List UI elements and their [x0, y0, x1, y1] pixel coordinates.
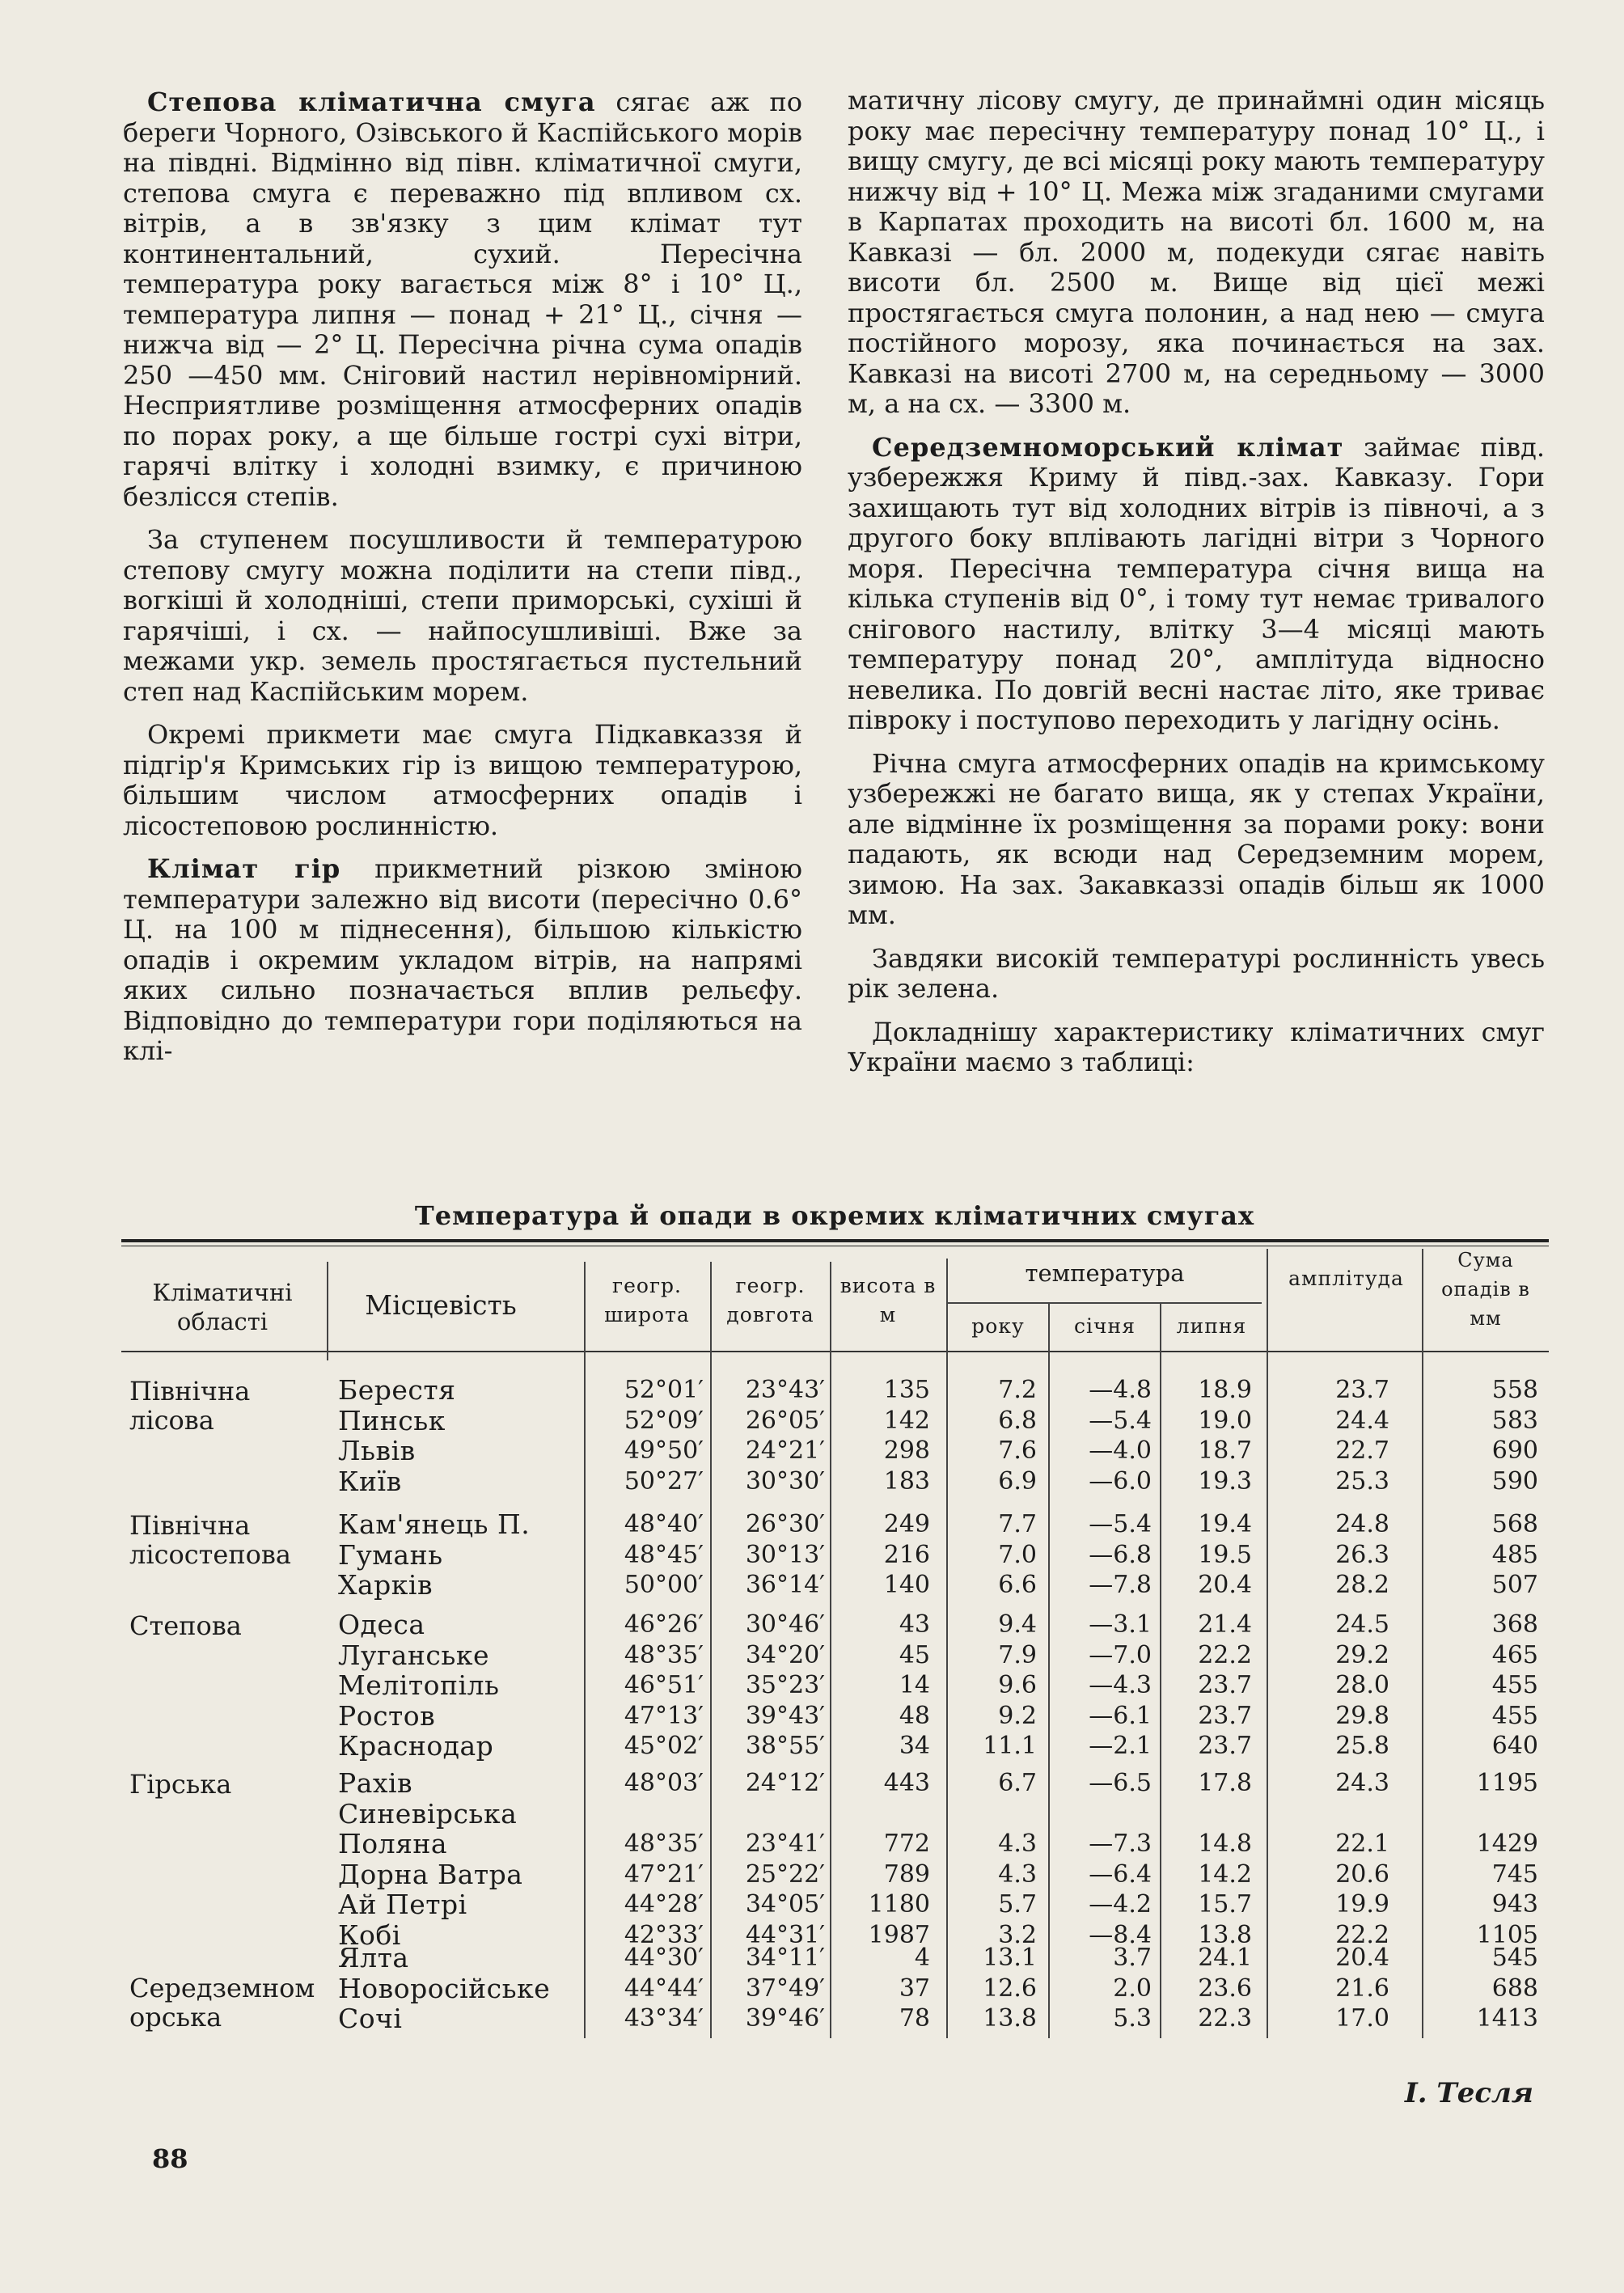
region-northern-forest-steppe: Північна лісостепова: [129, 1510, 291, 1570]
paragraph-steppe-division: За ступенем посушливости й температурою степову смугу можна поділити на степи півд., вогкіші й холодніші, степи приморські, сухіші й гарячіші, і сх. — найпосушливіші. Вже за межами укр. земель простягається пустельний степ над Каспійським морем.: [123, 524, 802, 707]
table-cell-value: 24°21′: [745, 1436, 825, 1466]
table-cell-value: 1180: [868, 1890, 930, 1919]
table-cell-value: 44°31′: [745, 1921, 825, 1949]
table-cell-value: 1413: [1476, 2004, 1538, 2033]
table-cell-value: —6.0: [1089, 1466, 1152, 1496]
table-cell-value: 45: [899, 1640, 930, 1669]
table-cell-value: 48°45′: [624, 1540, 704, 1569]
table-cell-value: 465: [1491, 1640, 1538, 1669]
paragraph-mountains-text: прикметний різкою зміною температури залежно від висоти (пересічно 0.6° Ц. на 100 м піднесення), більшою кількістю опадів і окремим укладом вітрів, на напрямі яких сильно позначається вплив рельєфу. Відповідно до температури гори поділяються на клі-: [123, 853, 803, 1066]
table-cell-value: 943: [1491, 1890, 1538, 1919]
table-cell-value: 4.3: [998, 1830, 1037, 1859]
table-cell-value: 4: [914, 1944, 930, 1972]
table-cell-value: 745: [1491, 1859, 1538, 1889]
table-cell-value: 24.5: [1335, 1610, 1389, 1639]
table-cell-value: 590: [1491, 1466, 1538, 1496]
table-cell-value: 34: [899, 1732, 930, 1761]
table-cell-locality: Синевірська Поляна: [338, 1797, 518, 1860]
table-cell-value: 7.9: [998, 1640, 1037, 1669]
table-cell-value: 4.3: [998, 1859, 1037, 1889]
table-cell-value: 48°35′: [624, 1640, 704, 1669]
table-cell-value: 24.1: [1198, 1944, 1252, 1972]
table-cell-value: 22.3: [1198, 2004, 1252, 2033]
paragraph-mediterranean-text: займає півд. узбережжя Криму й півд.-зах. Кавказу. Гори захищають тут від холодних вітрів із півночі, а з другого боку вплівають лагідні вітри з Чорного моря. Пересічна температура січня вища на кілька ступенів від 0°, і тому тут немає тривалого снігового настилу, влітку 3—4 місяці мають температуру понад 20°, амплітуда відносно невелика. По довгій весні настає літо, яке триває півроку і поступово переходить у лагідну осінь.: [848, 431, 1545, 735]
table-cell-value: 23.6: [1198, 1974, 1252, 2003]
table-cell-value: 26°30′: [745, 1510, 825, 1538]
table-cell-value: 5.7: [998, 1890, 1037, 1919]
table-cell-value: 568: [1491, 1510, 1538, 1538]
table-cell-value: 1195: [1476, 1769, 1538, 1797]
table-cell-value: 49°50′: [624, 1436, 704, 1466]
table-cell-value: 249: [883, 1510, 930, 1538]
table-cell-locality: Одеса: [338, 1609, 425, 1640]
table-cell-value: 52°09′: [624, 1406, 704, 1435]
table-cell-value: 48°35′: [624, 1830, 704, 1859]
paragraph-steppe-text: сягає аж по береги Чорного, Озівського й Каспійського морів на півдні. Відмінно від півн. кліматичної смуги, степова смуга є переважно під впливом сх. вітрів, а в зв'язку з цим клімат тут континентальний, сухий. Пересічна температура року вагається між 8° і 10° Ц., температура липня — понад + 21° Ц., січня — нижча від — 2° Ц. Пересічна річна сума опадів 250 —450 мм. Сніговий настил нерівномірний. Несприятливе розміщення атмосферних опадів по порах року, а ще більше гострі сухі вітри, гарячі влітку і холодні взимку, є причиною безлісся степів.: [123, 87, 803, 512]
table-cell-value: 7.7: [998, 1510, 1037, 1538]
region-mediterranean: Середземноморська: [129, 1973, 315, 2033]
table-cell-value: 9.6: [998, 1671, 1037, 1700]
table-cell-value: 47°13′: [624, 1701, 704, 1730]
header-longitude: геогр. довгота: [726, 1274, 814, 1326]
table-cell-value: 485: [1491, 1540, 1538, 1569]
header-region: Кліматичні області: [152, 1279, 293, 1335]
table-cell-value: —5.4: [1089, 1406, 1152, 1435]
header-latitude: геогр. широта: [604, 1274, 690, 1326]
table-cell-value: 23°43′: [745, 1376, 825, 1404]
table-cell-value: 1105: [1476, 1921, 1538, 1949]
col-divider: [830, 1262, 831, 2038]
col-divider: [584, 1262, 586, 2038]
table-cell-value: 13.8: [983, 2004, 1037, 2033]
table-cell-value: 688: [1491, 1974, 1538, 2003]
table-cell-locality: Львів: [338, 1435, 416, 1467]
region-steppe: Степова: [129, 1610, 242, 1641]
table-cell-value: 7.0: [998, 1540, 1037, 1569]
table-cell-value: 22.2: [1198, 1640, 1252, 1669]
right-column: [848, 86, 1545, 1091]
table-cell-value: 22.7: [1335, 1436, 1389, 1466]
left-column: [123, 87, 802, 1080]
table-cell-value: 44°44′: [624, 1974, 704, 2003]
table-cell-value: 42°33′: [624, 1921, 704, 1949]
table-cell-value: 43: [899, 1610, 930, 1639]
table-cell-value: 50°27′: [624, 1466, 704, 1496]
paragraph-mediterranean: [848, 433, 1545, 736]
table-cell-value: 29.2: [1335, 1640, 1389, 1669]
table-cell-value: 30°13′: [745, 1540, 825, 1569]
table-cell-value: 772: [883, 1830, 930, 1859]
table-cell-value: 3.7: [1113, 1944, 1152, 1972]
table-cell-value: 545: [1491, 1944, 1538, 1972]
table-cell-value: 455: [1491, 1671, 1538, 1700]
table-cell-value: 39°43′: [745, 1701, 825, 1730]
table-cell-value: 20.4: [1335, 1944, 1389, 1972]
table-cell-value: 443: [883, 1769, 930, 1797]
table-cell-locality: Харків: [338, 1569, 433, 1601]
table-cell-value: 24.8: [1335, 1510, 1389, 1538]
table-cell-value: 7.6: [998, 1436, 1037, 1466]
table-cell-value: 1987: [868, 1921, 930, 1949]
table-cell-value: 34°20′: [745, 1640, 825, 1669]
table-cell-value: 19.5: [1198, 1540, 1252, 1569]
table-cell-value: 12.6: [983, 1974, 1037, 2003]
header-july: липня: [1176, 1314, 1247, 1338]
table-title: Температура й опади в окремих кліматичних смугах: [414, 1200, 1255, 1231]
table-cell-value: —4.8: [1089, 1376, 1152, 1404]
table-cell-value: 19.4: [1198, 1510, 1252, 1538]
table-cell-value: 23.7: [1335, 1376, 1389, 1404]
table-cell-value: —4.2: [1089, 1890, 1152, 1919]
table-cell-value: —5.4: [1089, 1510, 1152, 1538]
table-cell-value: 29.8: [1335, 1701, 1389, 1730]
paragraph-steppe: [123, 87, 802, 512]
table-cell-value: —6.5: [1089, 1769, 1152, 1797]
paragraph-vegetation: Завдяки високій температурі рослинність увесь рік зелена.: [848, 942, 1545, 1004]
table-cell-value: 14.8: [1198, 1830, 1252, 1859]
table-cell-value: 78: [899, 2004, 930, 2033]
table-cell-value: 21.4: [1198, 1610, 1252, 1639]
table-cell-locality: Мелітопіль: [338, 1669, 500, 1702]
lead-mountains: Клімат гір: [147, 853, 341, 884]
author-signature: І. Тесля: [1404, 2077, 1533, 2109]
paragraph-table-intro: Докладнішу характеристику кліматичних смуг України маємо з таблиці:: [848, 1016, 1545, 1077]
table-cell-value: 13.1: [983, 1944, 1037, 1972]
table-cell-locality: Кобі: [338, 1919, 401, 1951]
table-cell-value: 38°55′: [745, 1732, 825, 1761]
table-cell-value: 20.6: [1335, 1859, 1389, 1889]
table-cell-value: 24.3: [1335, 1769, 1389, 1797]
table-cell-value: 14.2: [1198, 1859, 1252, 1889]
table-cell-value: 583: [1491, 1406, 1538, 1435]
table-cell-value: 23.7: [1198, 1701, 1252, 1730]
table-cell-value: 558: [1491, 1376, 1538, 1404]
table-cell-value: 6.8: [998, 1406, 1037, 1435]
table-cell-value: 368: [1491, 1610, 1538, 1639]
table-cell-value: 46°51′: [624, 1671, 704, 1700]
table-cell-locality: Кам'янець П.: [338, 1508, 531, 1540]
table-cell-value: 17.0: [1335, 2004, 1389, 2033]
table-cell-value: 52°01′: [624, 1376, 704, 1404]
page-number: 88: [152, 2143, 188, 2174]
header-altitude: висота в м: [839, 1274, 937, 1326]
table-cell-locality: Гумань: [338, 1538, 443, 1571]
col-divider: [1422, 1249, 1423, 2038]
table-cell-value: 24°12′: [745, 1769, 825, 1797]
table-cell-value: 21.6: [1335, 1974, 1389, 2003]
table-cell-value: 15.7: [1198, 1890, 1252, 1919]
table-cell-value: 22.1: [1335, 1830, 1389, 1859]
table-cell-value: 44°30′: [624, 1944, 704, 1972]
table-cell-value: 28.0: [1335, 1671, 1389, 1700]
table-cell-value: 9.4: [998, 1610, 1037, 1639]
table-cell-value: 1429: [1476, 1830, 1538, 1859]
col-divider: [1160, 1304, 1161, 2038]
table-cell-value: —8.4: [1089, 1921, 1152, 1949]
table-cell-value: —6.1: [1089, 1701, 1152, 1730]
table-cell-value: 7.2: [998, 1376, 1037, 1404]
paragraph-mountain-belts: матичну лісову смугу, де принаймні один місяць року має пересічну температуру понад 10° Ц., і вищу смугу, де всі місяці року мають температуру нижчу від + 10° Ц. Межа між згаданими смугами в Карпатах проходить на висоті бл. 1600 м, на Кавказі — бл. 2000 м, подекуди сягає навіть висоти бл. 2500 м. Вище від цієї межі простягається смуга полонин, а над нею — смуга постійного морозу, яка починається на зах. Кавказі на висоті 2700 м, на середньому — 3000 м, а на сх. — 3300 м.: [848, 85, 1545, 419]
table-cell-value: 142: [883, 1406, 930, 1435]
paragraph-mountains: [123, 854, 802, 1067]
table-cell-value: 135: [883, 1376, 930, 1404]
table-cell-value: 25°22′: [745, 1859, 825, 1889]
table-cell-value: 22.2: [1335, 1921, 1389, 1949]
table-cell-value: 690: [1491, 1436, 1538, 1466]
header-year: року: [971, 1314, 1025, 1338]
table-cell-value: —7.3: [1089, 1830, 1152, 1859]
table-cell-value: 28.2: [1335, 1571, 1389, 1600]
table-cell-value: 11.1: [983, 1732, 1037, 1761]
region-mountain: Гірська: [129, 1769, 232, 1800]
table-cell-value: —7.8: [1089, 1571, 1152, 1600]
table-cell-value: 34°11′: [745, 1944, 825, 1972]
table-cell-value: 30°46′: [745, 1610, 825, 1639]
col-divider: [327, 1262, 328, 1360]
table-cell-value: 6.7: [998, 1769, 1037, 1797]
region-northern-forest: Північна лісова: [129, 1376, 251, 1436]
table-cell-value: —7.0: [1089, 1640, 1152, 1669]
table-cell-value: —3.1: [1089, 1610, 1152, 1639]
table-cell-locality: Дорна Ватра: [338, 1858, 523, 1890]
table-cell-value: 34°05′: [745, 1890, 825, 1919]
table-cell-value: 45°02′: [624, 1732, 704, 1761]
header-january: січня: [1074, 1314, 1136, 1338]
table-cell-value: 455: [1491, 1701, 1538, 1730]
header-temperature: температура: [1025, 1259, 1185, 1287]
col-divider: [1048, 1304, 1050, 2038]
table-cell-value: —6.8: [1089, 1540, 1152, 1569]
table-cell-value: 183: [883, 1466, 930, 1496]
table-cell-locality: Рахів: [338, 1767, 413, 1799]
table-cell-locality: Пинськ: [338, 1404, 446, 1436]
table-cell-value: 3.2: [998, 1921, 1037, 1949]
header-temperature-rule: [948, 1302, 1262, 1304]
table-cell-value: 48°03′: [624, 1769, 704, 1797]
table-cell-locality: Краснодар: [338, 1730, 494, 1762]
table-cell-value: 2.0: [1113, 1974, 1152, 2003]
table-cell-value: 14: [899, 1671, 930, 1700]
header-amplitude: амплітуда: [1288, 1267, 1404, 1290]
table-cell-locality: Ялта: [338, 1942, 409, 1974]
table-cell-value: 19.3: [1198, 1466, 1252, 1496]
table-cell-value: 35°23′: [745, 1671, 825, 1700]
lead-steppe: Степова кліматична смуга: [147, 87, 596, 117]
table-cell-value: 25.8: [1335, 1732, 1389, 1761]
table-cell-locality: Київ: [338, 1465, 402, 1497]
table-cell-value: 18.9: [1198, 1376, 1252, 1404]
table-cell-locality: Берестя: [338, 1374, 456, 1406]
table-cell-value: 44°28′: [624, 1890, 704, 1919]
paragraph-precipitation: Річна смуга атмосферних опадів на кримському узбережжі не багато вища, як у степах України, але відмінне їх розміщення за порами року: вони падають, як всюди над Середземним морем, зимою. На зах. Закавказзі опадів більш як 1000 мм.: [848, 747, 1545, 930]
table-cell-value: 36°14′: [745, 1571, 825, 1600]
header-precipitation: Сума опадів в мм: [1441, 1249, 1530, 1330]
table-cell-value: 30°30′: [745, 1466, 825, 1496]
table-cell-value: 640: [1491, 1732, 1538, 1761]
table-cell-locality: Новоросійське: [338, 1972, 551, 2004]
table-cell-value: 46°26′: [624, 1610, 704, 1639]
table-cell-value: 298: [883, 1436, 930, 1466]
table-cell-value: 26.3: [1335, 1540, 1389, 1569]
table-cell-value: 216: [883, 1540, 930, 1569]
table-header-rule: [121, 1351, 1549, 1352]
table-cell-value: 48°40′: [624, 1510, 704, 1538]
table-cell-locality: Луганське: [338, 1639, 490, 1671]
table-cell-value: 23.7: [1198, 1732, 1252, 1761]
table-cell-value: 48: [899, 1701, 930, 1730]
table-cell-value: 37°49′: [745, 1974, 825, 2003]
table-cell-value: 18.7: [1198, 1436, 1252, 1466]
table-cell-value: 47°21′: [624, 1859, 704, 1889]
table-cell-value: 6.9: [998, 1466, 1037, 1496]
table-cell-value: 507: [1491, 1571, 1538, 1600]
table-cell-value: 25.3: [1335, 1466, 1389, 1496]
table-cell-value: 37: [899, 1974, 930, 2003]
table-cell-value: 19.0: [1198, 1406, 1252, 1435]
table-cell-value: 6.6: [998, 1571, 1037, 1600]
table-cell-value: —4.0: [1089, 1436, 1152, 1466]
table-cell-value: 789: [883, 1859, 930, 1889]
table-cell-value: 39°46′: [745, 2004, 825, 2033]
table-cell-value: 50°00′: [624, 1571, 704, 1600]
table-cell-value: 140: [883, 1571, 930, 1600]
table-cell-value: 17.8: [1198, 1769, 1252, 1797]
table-cell-value: 24.4: [1335, 1406, 1389, 1435]
col-divider: [1267, 1249, 1268, 2038]
table-cell-locality: Ай Петрі: [338, 1889, 467, 1921]
table-cell-value: 20.4: [1198, 1571, 1252, 1600]
table-cell-value: —4.3: [1089, 1671, 1152, 1700]
table-cell-value: 13.8: [1198, 1921, 1252, 1949]
table-cell-locality: Ростов: [338, 1699, 436, 1732]
table-cell-value: 23.7: [1198, 1671, 1252, 1700]
table-cell-value: —2.1: [1089, 1732, 1152, 1761]
table-cell-value: 9.2: [998, 1701, 1037, 1730]
table-cell-value: —6.4: [1089, 1859, 1152, 1889]
table-cell-value: 19.9: [1335, 1890, 1389, 1919]
paragraph-caucasus-foothills: Окремі прикмети має смуга Підкавказзя й підгір'я Кримських гір із вищою температурою, більшим числом атмосферних опадів і лісостеповою рослинністю.: [123, 719, 802, 841]
table-cell-value: 43°34′: [624, 2004, 704, 2033]
table-cell-value: 26°05′: [745, 1406, 825, 1435]
table-top-rule: [121, 1239, 1549, 1242]
table-cell-value: 23°41′: [745, 1830, 825, 1859]
table-cell-locality: Сочі: [338, 2003, 403, 2035]
lead-mediterranean: Середземноморський клімат: [872, 431, 1344, 463]
header-locality: Місцевість: [365, 1289, 517, 1321]
table-cell-value: 5.3: [1113, 2004, 1152, 2033]
